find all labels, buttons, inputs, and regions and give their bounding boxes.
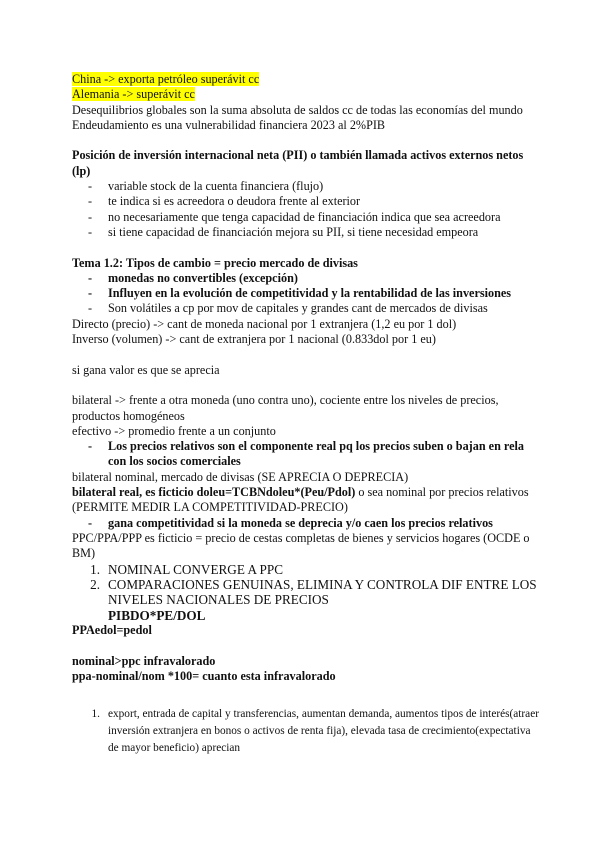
line-endeudamiento: Endeudamiento es una vulnerabilidad financiera 2023 al 2%PIB: [72, 117, 386, 132]
line-ppc: PPC/PPA/PPP es ficticio = precio de cestas completas de bienes y servicios hogares (OCDE o BM): [72, 530, 530, 561]
line-bilateral: bilateral -> frente a otra moneda (uno contra uno), cociente entre los niveles de precios, productos homogéneos: [72, 393, 499, 423]
highlight-alemania: Alemania -> superávit cc: [72, 87, 195, 102]
tema-bullet-bold: - Influyen en la evolución de competitividad y la rentabilidad de las inversiones: [72, 286, 542, 301]
bilateral-real-bold: bilateral real, es ficticio doleu=TCBNdoleu*(Peu/Pdol): [72, 485, 356, 500]
spacer: [72, 684, 542, 699]
list-item: 1. NOMINAL CONVERGE A PPC: [90, 561, 283, 577]
dash-marker: -: [87, 270, 93, 285]
dash-marker: -: [87, 439, 93, 454]
gana-bullet: - gana competitividad si la moneda se deprecia y/o caen los precios relativos: [72, 516, 542, 531]
line-bilateral-nominal: bilateral nominal, mercado de divisas (SE APRECIA O DEPRECIA): [72, 469, 409, 484]
pii-bullet: - variable stock de la cuenta financiera (flujo): [72, 179, 542, 194]
pii-bullet: - no necesariamente que tenga capacidad de financiación indica que sea acreedora: [72, 210, 542, 225]
line-directo: Directo (precio) -> cant de moneda nacional por 1 extranjera (1,2 eu por 1 dol): [72, 316, 457, 331]
line-nominal-ppc: nominal>ppc infravalorado: [72, 653, 216, 668]
spacer: [72, 638, 542, 653]
spacer: [72, 378, 542, 393]
line-efectivo: efectivo -> promedio frente a un conjunto: [72, 423, 276, 438]
pii-heading: Posición de inversión internacional neta (PII) o también llamada activos externos netos (lp): [72, 148, 524, 178]
dash-marker: -: [87, 179, 93, 194]
spacer: [72, 240, 542, 255]
precios-bullet: - Los precios relativos son el componente real pq los precios suben o bajan en rela con los socios comerciales: [72, 439, 542, 470]
pibdo-line: PIBDO*PE/DOL: [108, 607, 206, 623]
tema-bullet-bold: - monedas no convertibles (excepción): [72, 271, 542, 286]
pii-bullet: - te indica si es acreedora o deudora frente al exterior: [72, 194, 542, 209]
dash-marker: -: [87, 194, 93, 209]
spacer: [72, 347, 542, 362]
list-item: 2. COMPARACIONES GENUINAS, ELIMINA Y CONTROLA DIF ENTRE LOS NIVELES NACIONALES DE PRECIOS: [90, 576, 537, 608]
pii-bullet: - si tiene capacidad de financiación mejora su PII, si tiene necesidad empeora: [72, 225, 542, 240]
document-page: [72, 72, 542, 757]
dash-marker: -: [87, 515, 93, 530]
dash-marker: -: [87, 301, 93, 316]
bilateral-real-rest: o sea nominal por precios relativos (PERMITE MEDIR LA COMPETITIVIDAD-PRECIO): [72, 485, 529, 515]
line-desequilibrios: Desequilibrios globales son la suma absoluta de saldos cc de todas las economías del mundo: [72, 102, 523, 117]
line-china: [72, 72, 542, 87]
dash-marker: -: [87, 224, 93, 239]
dash-marker: -: [87, 286, 93, 301]
dash-marker: -: [87, 209, 93, 224]
line-aprecia: si gana valor es que se aprecia: [72, 362, 220, 377]
line-ppa-nominal: ppa-nominal/nom *100= cuanto esta infravalorado: [72, 669, 336, 684]
ppc-list: [72, 562, 542, 624]
highlight-china: China -> exporta petróleo superávit cc: [72, 72, 260, 86]
tema-bullet: - Son volátiles a cp por mov de capitales y grandes cant de mercados de divisas: [72, 301, 542, 316]
line-inverso: Inverso (volumen) -> cant de extranjera por 1 nacional (0.833dol por 1 eu): [72, 332, 436, 347]
spacer: [72, 133, 542, 148]
line-bilateral-real: [72, 485, 542, 516]
list-item: 1. export, entrada de capital y transferencias, aumentan demanda, aumentos tipos de interés(atraer inversión extranjera en bonos o activos de renta fija), elevada tasa de crecimiento(expectativa de mayor beneficio) aprecian: [91, 707, 539, 755]
line-alemania: [72, 87, 542, 102]
final-list: [72, 706, 542, 758]
line-ppaedol: PPAedol=pedol: [72, 623, 152, 638]
tema-heading: Tema 1.2: Tipos de cambio = precio mercado de divisas: [72, 255, 358, 270]
